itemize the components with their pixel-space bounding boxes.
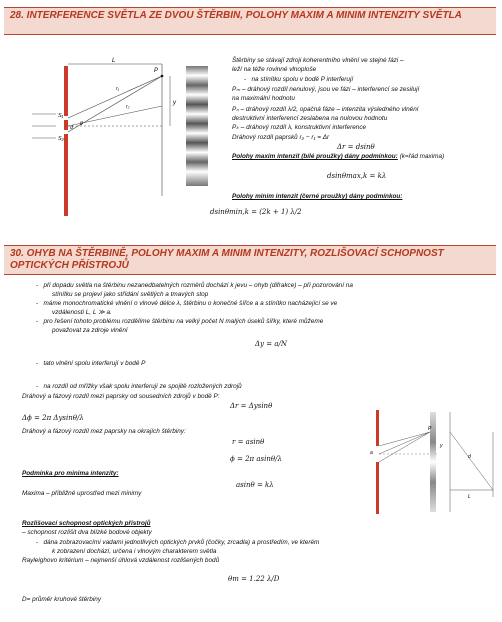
s30-line-16: D= průměr kruhové štěrbiny [22,596,102,603]
fig1-label-r1: r₁ [116,86,120,92]
fig1-label-s2: S₂ [58,136,64,142]
s28-line-8: Pₖ – dráhový rozdíl λ, konstruktivní interference [232,124,367,131]
s28-line-5: na maximální hodnotu [232,95,295,102]
section-30-header: 30. OHYB NA ŠTĚRBINĚ, POLOHY MAXIM A MINIM INTENZITY, ROZLIŠOVACÍ SCHOPNOST OPTICKÝCH PŘÍSTROJŮ [4,245,496,275]
s30-line-12: – schopnost rozlišit dva blízké bodové objekty [22,529,152,536]
s30-line-14: k zobrazení dochází, určena i vlnovým charakterem světla [52,548,217,555]
s28-line-3: - na stínítku spolu v bodě P interferují [244,76,354,83]
s30-eq-dy: Δy = a/N [255,340,287,348]
s30-eq-r: r = asinθ [232,438,265,446]
s28-eq-max: dsinθmax,k = kλ [327,172,387,180]
single-slit-diagram [368,402,498,522]
s28-eq-min: dsinθmin,k = (2k + 1) λ/2 [210,208,302,216]
s30-eq-phi: ϕ = 2π asinθ/λ [230,455,282,463]
fig1-label-d: d [70,125,73,131]
s28-max-condition: Polohy maxim intenzit (bílé proužky) dány podmínkou: (k=řád maxima) [232,153,445,160]
fig1-label-y: y [173,100,176,106]
fig1-label-L: L [112,58,116,64]
s28-line-9: Dráhový rozdíl paprsků r₂ − r₁ = Δr [232,134,330,141]
s30-line-2: stínítku se projeví jako střídání světlých a tmavých stop [52,291,209,298]
fig2-label-d: d [468,454,471,460]
s30-line-13: - dána zobrazovacími vadami jednotlivých optických prvků (čočky, zrcadla) a prostředím, ve kterém [36,539,320,546]
s28-line-2: leží na téže rovinné vlnoploše [232,66,317,73]
s30-line-1: - při dopadu světla na štěrbinu nezanedbatelných rozměrů dochází k jevu – ohyb (difrakce) – při pozorování na [36,282,353,289]
s28-eq-dr: Δr = dsinθ [337,143,375,151]
fig1-label-s1: S₁ [58,113,64,119]
s30-eq-dphi: Δϕ = 2π Δysinθ/λ [22,414,84,422]
fig1-label-P: P [154,68,159,74]
double-slit-diagram [30,56,230,216]
s30-line-6: považovat za zdroje vlnění [52,327,128,334]
fig2-label-p: P [428,426,432,432]
s28-line-4: Pₘ – dráhový rozdíl nenulový, jsou ve fázi – interferencí se zesilují [232,86,420,93]
s30-resolution-title: Rozlišovací schopnost optických přístrojů [22,520,151,527]
fig2-label-a: a [370,450,373,456]
fig1-label-theta: θ [80,121,83,127]
fig1-label-r2: r₂ [126,104,130,110]
s30-line-4: vzdálenosti L, L ≫ a. [52,309,112,316]
fig2-label-l: L [468,494,471,500]
s28-min-condition: Polohy minim intenzit (černé proužky) dány podmínkou: [232,193,403,200]
s28-line-6: Pₙ – dráhový rozdíl λ/2, opačná fáze – intenzita výsledného vlnění [232,106,419,113]
s30-line-3: - máme monochromatické vlnění o vlnové délce λ, štěrbinu o konečné šířce a a stínítko nacházející se ve [36,300,338,307]
s30-line-8: - na rozdíl od mřížky však spolu interferují ze spojitě rozložených zdrojů [36,383,242,390]
s28-line-7: destruktivní interferencí zeslabena na nulovou hodnotu [232,115,388,122]
s30-line-10: Dráhový a fázový rozdíl mez paprsky na okrajích štěrbiny: [22,428,186,435]
s30-line-9: Dráhový a fázový rozdíl mezi paprsky od sousedních zdrojů v bodě P: [22,393,220,400]
s30-min-condition: Podmínka pro minima intenzity: [22,470,119,477]
section-28-header: 28. INTERFERENCE SVĚTLA ZE DVOU ŠTĚRBIN, POLOHY MAXIM A MINIM INTENZITY SVĚTLA [4,7,496,35]
s30-line-15: Rayleighovo kritérium – nejmenší úhlová vzdálenost rozlišených bodů [22,557,220,564]
s30-eq-min: asinθ = kλ [236,481,274,489]
s30-eq-rayleigh: θm = 1.22 λ/D [228,575,280,583]
s30-eq-dr: Δr = Δysinθ [230,402,273,410]
s30-line-7: - tato vlnění spolu interferují v bodě P [36,360,146,367]
s30-line-11: Maxima – přibližně uprostřed mezi minimy [22,490,142,497]
fig2-label-y: y [440,443,443,449]
s30-line-5: - pro řešení tohoto problému rozdělíme štěrbinu na velký počet N malých úseků šířky, které můžeme [36,318,324,325]
s28-line-1: Štěrbiny se stávají zdroji koherentního vlnění ve stejné fázi – [232,57,404,64]
